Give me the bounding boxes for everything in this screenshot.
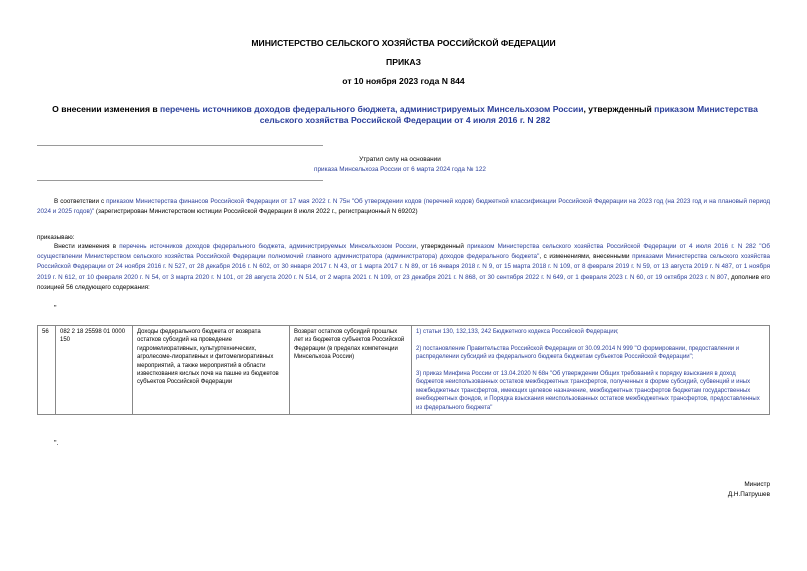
order-word: приказываю: — [37, 234, 75, 241]
document-title — [40, 104, 770, 126]
preamble-text-2: (зарегистрирован Министерством юстиции Российской Федерации 8 июля 2022 г., регистрационный N 69202) — [94, 208, 418, 216]
title-text-2: , утвержденный — [583, 104, 655, 114]
cell-administrator: Возврат остатков субсидий прошлых лет из бюджетов субъектов Российской Федерации (в пределах компетенции Минсельхоза России) — [290, 326, 412, 415]
amend-link-amending-orders[interactable]: приказами Министерства сельского хозяйства Российской Федерации от 24 ноября 2016 г. N 527, от 28 декабря 2016 г. N 602, от 30 января 2017 г. N 43, от 1 марта 2017 г. N 89, от 16 января 2018 г. N 9, от 15 марта 2018 г. N 109, от 8 февраля 2019 г. N 59, от 13 августа 2019 г. N 487, от 1 ноября 2019 г. N 612, от 10 февраля 2020 г. N 54, от 3 марта 2020 г. N 101, от 28 августа 2020 г. N 514, от 2 марта 2021 г. N 109, от 23 декабря 2021 г. N 868, от 30 сентября 2022 г. N 649, от 1 февраля 2023 г. N 60, от 19 октября 2023 г. N 807 — [37, 253, 770, 281]
cell-revenue-name: Доходы федерального бюджета от возврата остатков субсидий на проведение гидромелиоративных, культуртехнических, агролесоме-лиоративных и фитомелиоративных мероприятий, а также мероприятий в области известкования кислых почв на пашне из бюджетов субъектов Российской Федерации — [133, 326, 290, 415]
preamble-paragraph — [37, 197, 770, 217]
divider-bottom — [37, 180, 323, 181]
order-heading: ПРИКАЗ — [386, 57, 421, 67]
expired-label: Утратил силу на основании — [359, 156, 441, 163]
amend-link-revenue-list[interactable]: перечень источников доходов федерального бюджета, администрируемых Минсельхозом России — [119, 243, 417, 250]
title-link-order-282[interactable]: приказом Министерства сельского хозяйства Российской Федерации от 4 июля 2016 г. N 282 — [259, 104, 758, 125]
signatory-name: Д.Н.Патрушев — [727, 491, 770, 498]
expired-notice — [270, 155, 530, 175]
amend-text-2: , утвержденный — [416, 243, 468, 250]
title-text-1: О внесении изменения в — [52, 104, 161, 114]
order-date: от 10 ноября 2023 года N 844 — [342, 76, 465, 86]
basis-item-1[interactable]: 1) статьи 130, 132,133, 242 Бюджетного кодекса Российской Федерации; — [416, 329, 619, 335]
table-row — [38, 326, 770, 415]
preamble-link-order-75n[interactable]: приказом Министерства финансов Российской Федерации от 17 мая 2022 г. N 75н "Об утверждении кодов (перечней кодов) бюджетной классификации Российской Федерации на 2023 год (на 2023 год и на плановый период 2024 и 2025 годов)" — [37, 198, 770, 216]
preamble-text-1: В соответствии с — [54, 198, 107, 205]
cell-budget-code: 082 2 18 25598 01 0000 150 — [56, 326, 133, 415]
basis-item-3[interactable]: 3) приказ Минфина России от 13.04.2020 N 68н "Об утверждении Общих требований к порядку взыскания в доход бюджетов неиспользованных остатков межбюджетных трансфертов, полученных в форме субсидий, субвенций и иных межбюджетных трансфертов, имеющих целевое назначение, межбюджетных трансфертов бюджетам государственных внебюджетных фондов, и Порядка взыскания неиспользованных остатков межбюджетных трансфертов, предоставленных из федерального бюджета" — [416, 371, 760, 411]
open-quote: " — [54, 305, 57, 312]
ministry-heading: МИНИСТЕРСТВО СЕЛЬСКОГО ХОЗЯЙСТВА РОССИЙСКОЙ ФЕДЕРАЦИИ — [251, 38, 556, 48]
amend-link-order-282[interactable]: приказом Министерства сельского хозяйства Российской Федерации от 4 июля 2016 г. N 282 "Об осуществлении Министерством сельского хозяйства Российской Федерации полномочий главного администратора (администратора) доходов федерального бюджета" — [37, 243, 770, 261]
title-link-revenue-list[interactable]: перечень источников доходов федерального бюджета, администрируемых Минсельхозом России — [160, 104, 584, 114]
cell-legal-basis — [412, 326, 770, 415]
amend-text-3: , с изменениями, внесенными — [539, 253, 633, 261]
divider-top — [37, 145, 323, 146]
amendment-paragraph — [37, 242, 770, 293]
signatory-role: Министр — [744, 481, 770, 488]
basis-item-2[interactable]: 2) постановление Правительства Российской Федерации от 30.09.2014 N 999 "О формировании, предоставлении и распределении субсидий из федерального бюджета бюджетам субъектов Российской Федерации"; — [416, 345, 740, 361]
amend-text-1: Внести изменения в — [54, 243, 120, 250]
cell-position-number: 56 — [38, 326, 56, 415]
signature-block — [640, 480, 770, 500]
revenue-position-table — [37, 325, 770, 415]
close-quote: ". — [54, 440, 59, 447]
amend-text-4: , дополнив его позицией 56 следующего содержания: — [37, 273, 771, 291]
expired-link[interactable]: приказа Минсельхоза России от 6 марта 2024 года № 122 — [314, 166, 486, 173]
